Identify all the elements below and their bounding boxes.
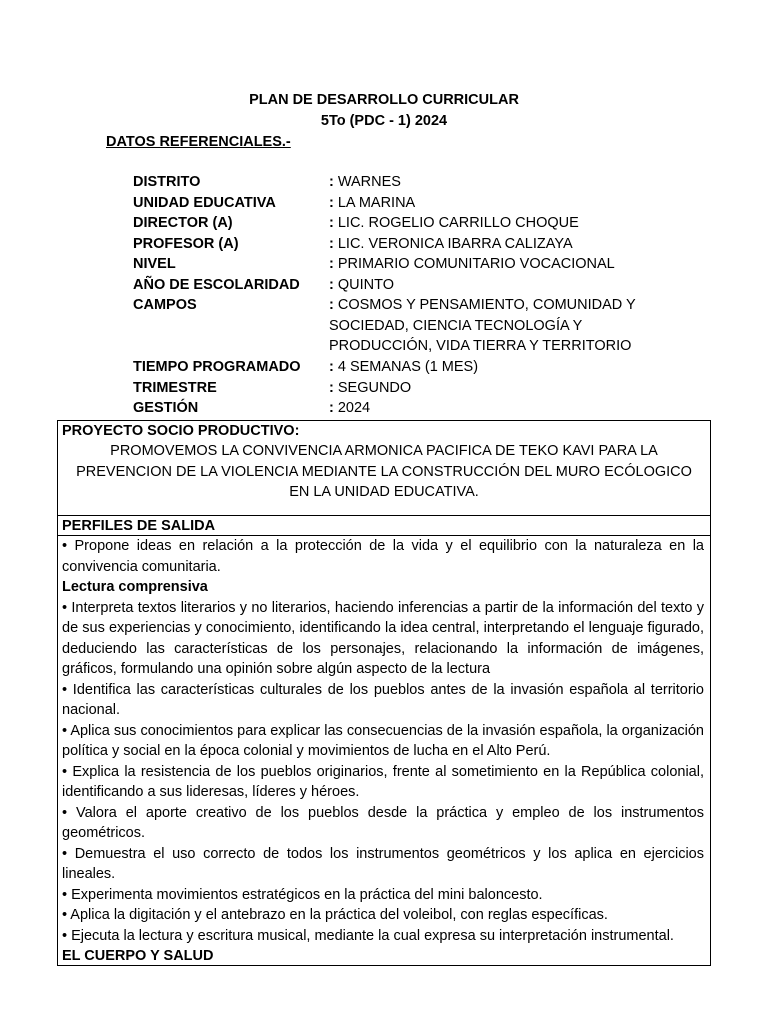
profile-item: • Ejecuta la lectura y escritura musical, mediante la cual expresa su interpretación instrumental.: [62, 927, 674, 944]
field-value: [329, 295, 664, 357]
profile-item: • Explica la resistencia de los pueblos originarios, frente al sometimiento en la República colonial, identificando a sus lideresas, líderes y héroes.: [62, 763, 704, 800]
field-value: [329, 234, 664, 255]
field-value-text: LA MARINA: [337, 194, 416, 211]
profile-item: • Propone ideas en relación a la protección de la vida y el equilibrio con la naturaleza en la convivencia comunitaria.: [62, 538, 704, 575]
profile-subheading: Lectura comprensiva: [62, 579, 208, 595]
field-value-text: WARNES: [337, 174, 401, 190]
field-value-text: PRIMARIO COMUNITARIO VOCACIONAL: [337, 256, 615, 272]
field-value: [329, 378, 664, 399]
field-value-text: COSMOS Y PENSAMIENTO, COMUNIDAD Y SOCIEDAD, CIENCIA TECNOLOGÍA Y PRODUCCIÓN, VIDA TIERRA Y TERRITORIO: [329, 297, 636, 354]
field-label: CAMPOS: [133, 297, 197, 313]
field-value-text: LIC. VERONICA IBARRA CALIZAYA: [337, 235, 573, 252]
profiles-heading: PERFILES DE SALIDA: [62, 518, 216, 534]
colon: :: [329, 235, 338, 252]
colon: :: [329, 379, 338, 396]
profile-item: • Experimenta movimientos estratégicos en la práctica del mini baloncesto.: [62, 886, 543, 903]
field-value: [329, 213, 664, 234]
field-value-text: SEGUNDO: [337, 379, 412, 396]
profile-item: • Valora el aporte creativo de los pueblos desde la práctica y empleo de los instrumentos geométricos.: [62, 804, 704, 841]
field-label: PROFESOR (A): [133, 235, 239, 252]
colon: :: [329, 400, 338, 416]
field-value: [329, 172, 664, 193]
document-title: PLAN DE DESARROLLO CURRICULAR: [249, 92, 519, 108]
field-value: [329, 193, 664, 214]
document-subtitle: 5To (PDC - 1) 2024: [320, 113, 448, 129]
colon: :: [329, 276, 338, 293]
profile-item: • Interpreta textos literarios y no literarios, haciendo inferencias a partir de la información del texto y de sus experiencias y conocimiento, identificando la idea central, interpretando el lenguaje figurado, deduciendo las características de los personajes, relacionando la información de imágenes, gráficos, formulando una opinión sobre algún aspecto de la lectura: [62, 599, 704, 677]
colon: :: [329, 194, 338, 211]
profile-item: • Identifica las características culturales de los pueblos antes de la invasión española al territorio nacional.: [62, 681, 704, 718]
field-value: [329, 275, 664, 296]
field-value: [329, 254, 664, 275]
profiles-list: [58, 536, 710, 967]
colon: :: [329, 174, 338, 190]
colon: :: [329, 297, 338, 313]
field-value-text: QUINTO: [337, 276, 394, 293]
field-label: DISTRITO: [133, 174, 201, 190]
profile-item: • Demuestra el uso correcto de todos los instrumentos geométricos y los aplica en ejercicios lineales.: [62, 845, 704, 882]
profiles-heading-box: [57, 515, 711, 536]
field-label: NIVEL: [133, 256, 176, 272]
field-value-text: LIC. ROGELIO CARRILLO CHOQUE: [337, 215, 579, 231]
section-heading: DATOS REFERENCIALES.-: [106, 134, 291, 150]
field-label: AÑO DE ESCOLARIDAD: [133, 276, 300, 293]
colon: :: [329, 215, 338, 231]
profile-subheading: EL CUERPO Y SALUD: [62, 948, 214, 964]
colon: :: [329, 359, 338, 375]
field-label: DIRECTOR (A): [133, 215, 233, 231]
field-label: TRIMESTRE: [133, 379, 217, 396]
profile-item: • Aplica sus conocimientos para explicar las consecuencias de la invasión española, la organización política y social en la época colonial y movimientos de lucha en el Alto Perú.: [62, 722, 704, 759]
field-value-text: 4 SEMANAS (1 MES): [337, 359, 479, 375]
field-label: TIEMPO PROGRAMADO: [133, 359, 301, 375]
profile-item: • Aplica la digitación y el antebrazo en la práctica del voleibol, con reglas específicas.: [62, 907, 608, 923]
field-value: [329, 357, 664, 378]
project-heading: PROYECTO SOCIO PRODUCTIVO:: [62, 423, 300, 439]
colon: :: [329, 256, 338, 272]
field-label: UNIDAD EDUCATIVA: [133, 194, 276, 211]
project-text: PROMOVEMOS LA CONVIVENCIA ARMONICA PACIFICA DE TEKO KAVI PARA LA PREVENCION DE LA VIOLENCIA MEDIANTE LA CONSTRUCCIÓN DEL MURO ECÓLOGICO EN LA UNIDAD EDUCATIVA.: [76, 443, 692, 500]
field-value-text: 2024: [337, 400, 371, 416]
project-box: [57, 420, 711, 516]
profiles-box: [57, 535, 711, 966]
field-value: [329, 398, 664, 419]
field-label: GESTIÓN: [133, 400, 199, 416]
